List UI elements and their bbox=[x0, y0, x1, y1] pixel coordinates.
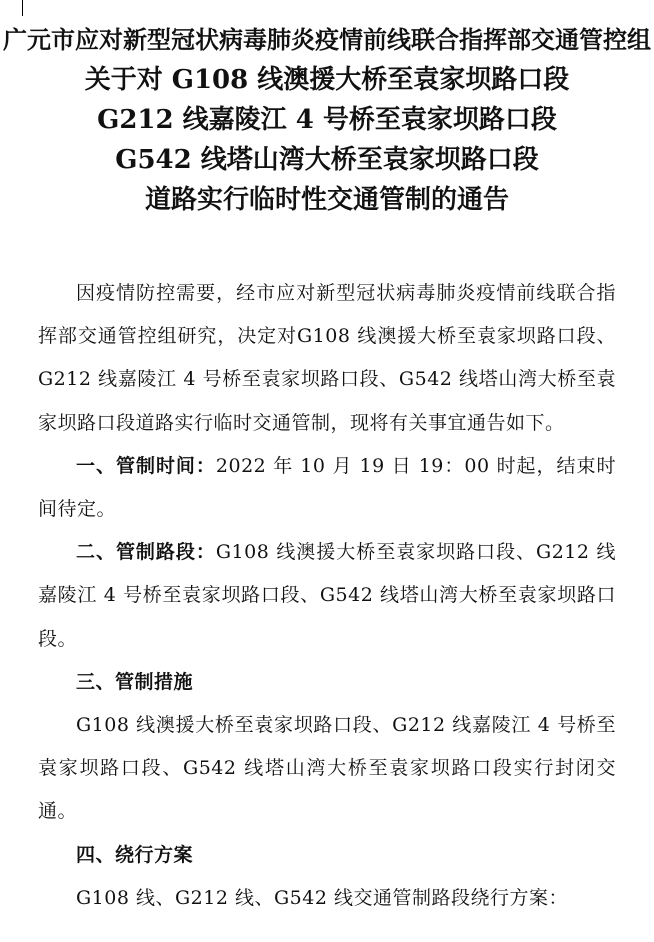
section-time-text: 2022 年 10 月 19 日 19：00 时起，结束时间待定。 bbox=[38, 454, 616, 521]
notice-title bbox=[0, 20, 654, 220]
notice-body bbox=[38, 272, 616, 920]
section-measures-heading-line bbox=[38, 661, 616, 704]
section-roads bbox=[38, 531, 616, 661]
section-measures-text: G108 线澳援大桥至袁家坝路口段、G212 线嘉陵江 4 号桥至袁家坝路口段、G542 线塔山湾大桥至袁家坝路口段实行封闭交通。 bbox=[38, 714, 616, 823]
section-detour-heading: 四、绕行方案 bbox=[76, 843, 194, 866]
title-line-5: 道路实行临时性交通管制的通告 bbox=[144, 185, 509, 215]
section-time bbox=[38, 445, 616, 531]
title-line-4: G542 线塔山湾大桥至袁家坝路口段 bbox=[115, 145, 539, 175]
section-roads-text: G108 线澳援大桥至袁家坝路口段、G212 线嘉陵江 4 号桥至袁家坝路口段、G542 线塔山湾大桥至袁家坝路口段。 bbox=[38, 541, 616, 650]
intro-paragraph: 因疫情防控需要，经市应对新型冠状病毒肺炎疫情前线联合指挥部交通管控组研究，决定对G108 线澳援大桥至袁家坝路口段、G212 线嘉陵江 4 号桥至袁家坝路口段、G542 线塔山湾大桥至袁家坝路口段道路实行临时交通管制，现将有关事宜通告如下。 bbox=[38, 282, 616, 434]
title-line-2: 关于对 G108 线澳援大桥至袁家坝路口段 bbox=[84, 65, 570, 95]
section-roads-heading: 二、管制路段： bbox=[76, 541, 216, 564]
title-line-3: G212 线嘉陵江 4 号桥至袁家坝路口段 bbox=[97, 105, 557, 135]
section-time-heading: 一、管制时间： bbox=[76, 454, 216, 477]
section-detour-heading-line bbox=[38, 834, 616, 877]
text-cursor bbox=[22, 0, 23, 16]
section-measures-heading: 三、管制措施 bbox=[76, 670, 194, 693]
section-detour-text: G108 线、G212 线、G542 线交通管制路段绕行方案： bbox=[76, 886, 568, 909]
title-line-1: 广元市应对新型冠状病毒肺炎疫情前线联合指挥部交通管控组 bbox=[3, 25, 651, 54]
